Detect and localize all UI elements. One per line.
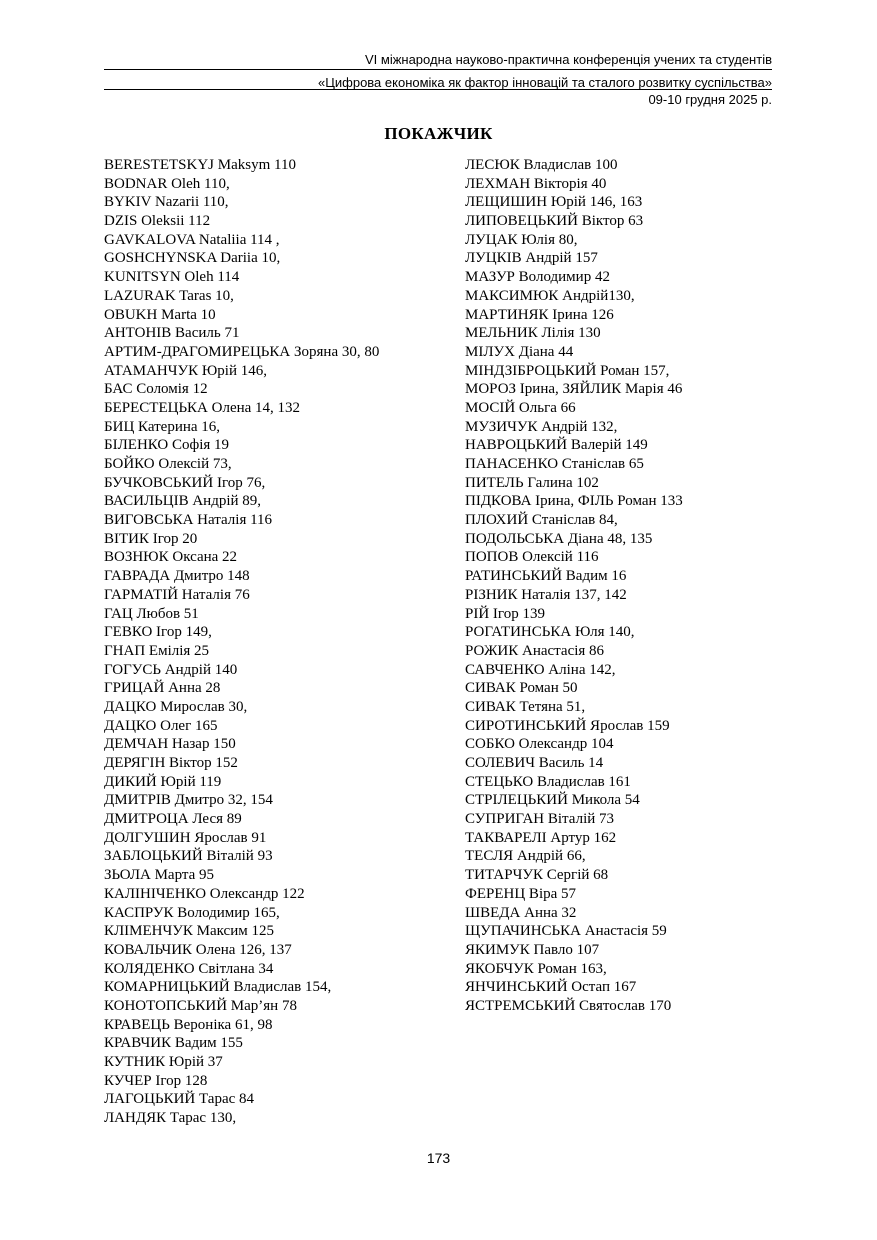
index-entry: МАРТИНЯК Ірина 126 bbox=[465, 306, 614, 323]
index-entry: СТРІЛЕЦЬКИЙ Микола 54 bbox=[465, 792, 640, 809]
index-entry: СОЛЕВИЧ Василь 14 bbox=[465, 755, 604, 771]
index-entry: GOSHCHYNSKA Dariia 10, bbox=[104, 250, 281, 267]
index-entry: КУЧЕР Ігор 128 bbox=[104, 1072, 208, 1089]
header-rule-top bbox=[104, 69, 772, 70]
index-entry: ДЕМЧАН Назар 150 bbox=[104, 736, 236, 753]
index-entry: МАКСИМЮК Андрій130, bbox=[465, 287, 635, 304]
index-entry: ГРИЦАЙ Анна 28 bbox=[104, 680, 221, 697]
index-entry: ЛУЦАК Юлія 80, bbox=[465, 231, 578, 248]
index-entry: СИРОТИНСЬКИЙ Ярослав 159 bbox=[465, 717, 670, 734]
index-entry: МІНДЗІБРОЦЬКИЙ Роман 157, bbox=[465, 362, 670, 379]
index-entry: ТЕСЛЯ Андрій 66, bbox=[465, 848, 586, 865]
index-entry: ЩУПАЧИНСЬКА Анастасія 59 bbox=[465, 923, 667, 940]
index-entry: ПІДКОВА Ірина, ФІЛЬ Роман 133 bbox=[465, 493, 683, 510]
index-entry: GAVKALOVA Nataliia 114 , bbox=[104, 231, 280, 248]
index-entry: ПИТЕЛЬ Галина 102 bbox=[465, 474, 599, 491]
index-entry: ДМИТРІВ Дмитро 32, 154 bbox=[104, 792, 273, 809]
index-entry: САВЧЕНКО Аліна 142, bbox=[465, 661, 616, 678]
index-entry: DZIS Oleksii 112 bbox=[104, 213, 211, 230]
index-entry: АТАМАНЧУК Юрій 146, bbox=[104, 362, 268, 379]
index-entry: РІЗНИК Наталія 137, 142 bbox=[465, 586, 627, 603]
index-entry: АНТОНІВ Василь 71 bbox=[104, 325, 240, 342]
page-number: 173 bbox=[426, 1150, 451, 1166]
header-conference-dates: 09-10 грудня 2025 р. bbox=[648, 92, 772, 107]
index-entry: ПАНАСЕНКО Станіслав 65 bbox=[465, 456, 644, 472]
index-entry: ГОГУСЬ Андрій 140 bbox=[104, 661, 238, 678]
index-entry: ЛЕСЮК Владислав 100 bbox=[465, 157, 618, 173]
index-entry: КОМАРНИЦЬКИЙ Владислав 154, bbox=[104, 979, 332, 996]
index-entry: ДЕРЯГІН Віктор 152 bbox=[104, 755, 238, 771]
index-entry: ЛАНДЯК Тарас 130, bbox=[104, 1110, 237, 1127]
index-column-right bbox=[465, 156, 775, 1016]
index-entry: БОЙКО Олексій 73, bbox=[104, 456, 232, 472]
index-entry: ЗЬОЛА Марта 95 bbox=[104, 867, 215, 884]
index-entry: ВИГОВСЬКА Наталія 116 bbox=[104, 512, 273, 529]
index-entry: КЛІМЕНЧУК Максим 125 bbox=[104, 923, 274, 940]
index-entry: РІЙ Ігор 139 bbox=[465, 605, 545, 622]
index-entry: ЛУЦКІВ Андрій 157 bbox=[465, 250, 598, 267]
index-entry: ГАЦ Любов 51 bbox=[104, 605, 199, 622]
index-entry: МІЛУХ Діана 44 bbox=[465, 343, 574, 360]
index-entry: ТИТАРЧУК Сергій 68 bbox=[465, 867, 609, 884]
header-rule-bottom bbox=[104, 89, 772, 90]
index-entry: ТАКВАРЕЛІ Артур 162 bbox=[465, 829, 617, 846]
index-entry: КОЛЯДЕНКО Світлана 34 bbox=[104, 960, 274, 977]
index-entry: ДАЦКО Олег 165 bbox=[104, 717, 218, 734]
index-entry: ДОЛГУШИН Ярослав 91 bbox=[104, 829, 267, 846]
index-entry: ВОЗНЮК Оксана 22 bbox=[104, 549, 238, 566]
index-entry: АРТИМ-ДРАГОМИРЕЦЬКА Зоряна 30, 80 bbox=[104, 343, 380, 360]
index-entry: OBUKH Marta 10 bbox=[104, 306, 216, 323]
index-entry: ЛАГОЦЬКИЙ Тарас 84 bbox=[104, 1091, 255, 1108]
index-entry: ГНАП Емілія 25 bbox=[104, 642, 210, 659]
index-entry: БУЧКОВСЬКИЙ Ігор 76, bbox=[104, 474, 266, 491]
index-entry: МЕЛЬНИК Лілія 130 bbox=[465, 325, 601, 342]
index-entry: МОРОЗ Ірина, ЗЯЙЛИК Марія 46 bbox=[465, 381, 683, 398]
index-entry: КРАВЕЦЬ Вероніка 61, 98 bbox=[104, 1016, 273, 1033]
index-entry: BODNAR Oleh 110, bbox=[104, 175, 230, 192]
index-entry: ЛЕЩИШИН Юрій 146, 163 bbox=[465, 194, 643, 211]
index-entry: ЛИПОВЕЦЬКИЙ Віктор 63 bbox=[465, 213, 644, 230]
index-entry: BERESTETSKYJ Maksym 110 bbox=[104, 157, 296, 173]
index-entry: РОГАТИНСЬКА Юля 140, bbox=[465, 624, 635, 641]
index-entry: КАЛІНІЧЕНКО Олександр 122 bbox=[104, 885, 305, 902]
index-entry: СИВАК Тетяна 51, bbox=[465, 698, 586, 715]
index-entry: КОНОТОПСЬКИЙ Мар’ян 78 bbox=[104, 997, 297, 1014]
index-entry: БІЛЕНКО Софія 19 bbox=[104, 437, 230, 454]
index-entry: НАВРОЦЬКИЙ Валерій 149 bbox=[465, 437, 648, 454]
index-entry: ДМИТРОЦА Леся 89 bbox=[104, 811, 242, 828]
index-column-left bbox=[104, 156, 454, 1128]
index-entry: ЯСТРЕМСЬКИЙ Святослав 170 bbox=[465, 997, 672, 1014]
index-entry: ГАВРАДА Дмитро 148 bbox=[104, 568, 250, 585]
header-conference-theme: «Цифрова економіка як фактор інновацій та сталого розвитку суспільства» bbox=[318, 75, 772, 90]
index-entry: ПОДОЛЬСЬКА Діана 48, 135 bbox=[465, 530, 653, 547]
index-entry: РАТИНСЬКИЙ Вадим 16 bbox=[465, 568, 627, 585]
index-entry: ГЕВКО Ігор 149, bbox=[104, 624, 212, 641]
index-entry: БИЦ Катерина 16, bbox=[104, 418, 221, 435]
index-entry: ЯКОБЧУК Роман 163, bbox=[465, 960, 607, 977]
index-entry: СИВАК Роман 50 bbox=[465, 680, 578, 697]
index-entry: ВАСИЛЬЦІВ Андрій 89, bbox=[104, 493, 262, 510]
index-entry: КОВАЛЬЧИК Олена 126, 137 bbox=[104, 941, 292, 958]
header-conference-title: VI міжнародна науково-практична конференція учених та студентів bbox=[364, 52, 772, 67]
index-entry: ЯНЧИНСЬКИЙ Остап 167 bbox=[465, 979, 637, 996]
index-entry: BYKIV Nazarii 110, bbox=[104, 194, 229, 211]
index-entry: ПОПОВ Олексій 116 bbox=[465, 549, 599, 566]
index-entry: ПЛОХИЙ Станіслав 84, bbox=[465, 512, 618, 529]
index-entry: МУЗИЧУК Андрій 132, bbox=[465, 418, 618, 435]
index-entry: БАС Соломія 12 bbox=[104, 381, 208, 398]
index-entry: МАЗУР Володимир 42 bbox=[465, 269, 610, 286]
index-entry: ЯКИМУК Павло 107 bbox=[465, 941, 600, 958]
page-title: ПОКАЖЧИК bbox=[384, 124, 493, 143]
index-entry: БЕРЕСТЕЦЬКА Олена 14, 132 bbox=[104, 399, 301, 416]
index-entry: КУТНИК Юрій 37 bbox=[104, 1054, 223, 1070]
index-entry: КРАВЧИК Вадим 155 bbox=[104, 1035, 243, 1052]
index-entry: СОБКО Олександр 104 bbox=[465, 736, 614, 753]
index-entry: СУПРИГАН Віталій 73 bbox=[465, 811, 615, 828]
index-entry: LAZURAK Taras 10, bbox=[104, 287, 234, 304]
index-entry: МОСІЙ Ольга 66 bbox=[465, 399, 576, 416]
index-entry: ФЕРЕНЦ Віра 57 bbox=[465, 885, 577, 902]
index-entry: ЗАБЛОЦЬКИЙ Віталій 93 bbox=[104, 848, 273, 865]
index-entry: ЛЕХМАН Вікторія 40 bbox=[465, 175, 607, 192]
index-entry: ВІТИК Ігор 20 bbox=[104, 530, 198, 547]
index-entry: KUNITSYN Oleh 114 bbox=[104, 269, 240, 286]
index-entry: ШВЕДА Анна 32 bbox=[465, 904, 577, 921]
index-entry: РОЖИК Анастасія 86 bbox=[465, 642, 605, 659]
index-entry: КАСПРУК Володимир 165, bbox=[104, 904, 280, 921]
index-entry: СТЕЦЬКО Владислав 161 bbox=[465, 773, 631, 790]
index-entry: ДИКИЙ Юрій 119 bbox=[104, 773, 222, 790]
index-entry: ГАРМАТІЙ Наталія 76 bbox=[104, 586, 250, 603]
index-entry: ДАЦКО Мирослав 30, bbox=[104, 698, 248, 715]
